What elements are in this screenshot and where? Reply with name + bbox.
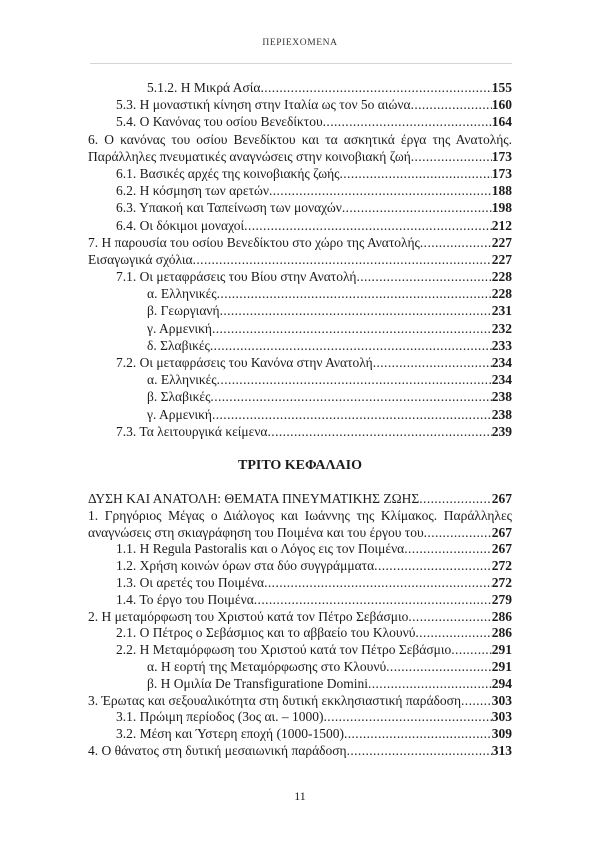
toc-entry bbox=[88, 609, 512, 626]
toc-entry-page: 227 bbox=[491, 251, 512, 267]
toc-entry-page: 238 bbox=[491, 406, 512, 422]
toc-entry bbox=[88, 199, 512, 216]
toc-entry-title-line: Παράλληλες πνευματικές αναγνώσεις στην κοινοβιακή ζωή bbox=[88, 148, 411, 164]
toc-entry-page: 188 bbox=[491, 183, 512, 199]
toc-entry-page: 164 bbox=[491, 114, 512, 130]
toc-entry-title: 2.1. Ο Πέτρος ο Σεβάσμιος και το αββαείο του Κλουνύ bbox=[116, 625, 416, 641]
toc-entry bbox=[88, 165, 512, 182]
toc-entry-title: 7.1. Οι μεταφράσεις του Βίου στην Ανατολή bbox=[116, 269, 357, 285]
toc-entry-page: 291 bbox=[491, 658, 512, 674]
dot-leader bbox=[424, 525, 492, 542]
toc-entry bbox=[88, 113, 512, 130]
toc-entry-page: 227 bbox=[491, 234, 512, 250]
toc-entry-page: 286 bbox=[491, 625, 512, 641]
toc-entry-title: 7.3. Τα λειτουργικά κείμενα bbox=[116, 423, 268, 439]
toc-entry-last-line bbox=[88, 148, 512, 165]
toc-entry-title: 6.2. Η κόσμηση των αρετών bbox=[116, 183, 269, 199]
dot-leader bbox=[254, 592, 492, 609]
toc-entry bbox=[88, 659, 512, 676]
toc-entry bbox=[88, 491, 512, 508]
toc-entry-title: 2.2. Η Μεταμόρφωση του Χριστού κατά τον Πέτρο Σεβάσμιο bbox=[116, 642, 452, 658]
dot-leader bbox=[356, 268, 491, 285]
dot-leader bbox=[415, 625, 491, 642]
toc-entry-title-line: αναγνώσεις στη σκιαγράφηση του Ποιμένα και του έργου του bbox=[88, 524, 424, 540]
toc-entry-title: 7.2. Οι μεταφράσεις του Κανόνα στην Ανατολή bbox=[116, 355, 373, 370]
toc-entry-title: β. Η Ομιλία De Transfiguratione Domini bbox=[147, 675, 368, 691]
toc-entry-page: 267 bbox=[491, 491, 512, 506]
chapter-heading: ΤΡΙΤΟ ΚΕΦΑΛΑΙΟ bbox=[237, 458, 363, 473]
toc-entry-title: 1.2. Χρήση κοινών όρων στα δύο συγγράμματα bbox=[116, 558, 375, 574]
toc-entry bbox=[88, 406, 512, 423]
dot-leader bbox=[269, 182, 492, 199]
toc-entry-title: α. Η εορτή της Μεταμόρφωσης στο Κλουνύ bbox=[147, 658, 387, 674]
toc-entry bbox=[88, 371, 512, 388]
toc-entry-page: 233 bbox=[491, 337, 512, 353]
toc-entry-title: 3. Έρωτας και σεξουαλικότητα στη δυτική εκκλησιαστική παράδοση bbox=[88, 692, 462, 708]
toc-entry bbox=[88, 693, 512, 710]
toc-entry-page: 267 bbox=[491, 524, 512, 540]
toc-entry-page: 160 bbox=[491, 97, 512, 113]
dot-leader bbox=[373, 354, 492, 371]
toc-entry-title: 3.1. Πρώιμη περίοδος (3ος αι. – 1000) bbox=[116, 709, 324, 725]
dot-leader bbox=[344, 726, 492, 743]
toc-entry-title: 1.1. Η Regula Pastoralis και ο Λόγος εις τον Ποιμένα bbox=[116, 541, 405, 557]
toc-entry bbox=[88, 423, 512, 440]
dot-leader bbox=[420, 234, 492, 251]
toc-entry-title: 6.1. Βασικές αρχές της κοινοβιακής ζωής bbox=[116, 165, 340, 181]
dot-leader bbox=[374, 558, 492, 575]
toc-section-chapter-three bbox=[88, 491, 512, 760]
toc-entry-page: 232 bbox=[491, 320, 512, 336]
toc-entry-page: 231 bbox=[491, 303, 512, 319]
toc-entry-title: α. Ελληνικές bbox=[147, 286, 217, 302]
toc-entry bbox=[88, 96, 512, 113]
dot-leader bbox=[347, 743, 492, 760]
toc-entry-page: 279 bbox=[491, 591, 512, 607]
toc-entry-title: 1.3. Οι αρετές του Ποιμένα bbox=[116, 574, 265, 590]
dot-leader bbox=[386, 659, 492, 676]
dot-leader bbox=[419, 491, 491, 508]
dot-leader bbox=[212, 406, 492, 423]
toc-entry bbox=[88, 558, 512, 575]
toc-entry-page: 309 bbox=[491, 726, 512, 742]
toc-entry-page: 155 bbox=[491, 80, 512, 95]
toc-entry-last-line bbox=[88, 525, 512, 542]
toc-entry bbox=[88, 575, 512, 592]
toc-entry bbox=[88, 182, 512, 199]
toc-entry-title: 5.3. Η μοναστική κίνηση στην Ιταλία ως τον 5ο αιώνα bbox=[116, 97, 411, 113]
toc-entry-multiline bbox=[88, 131, 512, 165]
toc-entry-title: β. Γεωργιανή bbox=[147, 303, 220, 319]
toc-entry bbox=[88, 217, 512, 234]
toc-entry-title-line: 6. Ο κανόνας του οσίου Βενεδίκτου και τα ασκητικά έργα της Ανατολής. bbox=[88, 131, 512, 147]
toc-entry bbox=[88, 302, 512, 319]
toc-entry bbox=[88, 79, 512, 96]
toc-entry bbox=[88, 676, 512, 693]
header-rule bbox=[90, 63, 512, 64]
toc-entry bbox=[88, 642, 512, 659]
toc-entry-page: 238 bbox=[491, 389, 512, 405]
dot-leader bbox=[324, 709, 492, 726]
dot-leader bbox=[193, 251, 492, 268]
dot-leader bbox=[411, 96, 492, 113]
page-number: 11 bbox=[294, 789, 306, 803]
toc-entry-page: 173 bbox=[491, 148, 512, 164]
toc-entry-page: 286 bbox=[491, 608, 512, 624]
toc-entry-title: δ. Σλαβικές bbox=[147, 337, 210, 353]
toc-section-continued bbox=[88, 79, 512, 440]
toc-entry-title: γ. Αρμενική bbox=[147, 406, 212, 422]
toc-entry bbox=[88, 354, 512, 371]
dot-leader bbox=[212, 320, 492, 337]
dot-leader bbox=[368, 676, 492, 693]
toc-entry-page: 228 bbox=[491, 269, 512, 285]
dot-leader bbox=[451, 642, 491, 659]
toc-entry-title: 1.4. Το έργο του Ποιμένα bbox=[116, 591, 254, 607]
toc-entry-page: 173 bbox=[491, 165, 512, 181]
dot-leader bbox=[217, 371, 492, 388]
toc-entry bbox=[88, 337, 512, 354]
dot-leader bbox=[461, 693, 492, 710]
toc-entry-page: 272 bbox=[491, 574, 512, 590]
toc-entry bbox=[88, 388, 512, 405]
toc-entry-page: 228 bbox=[491, 286, 512, 302]
toc-entry bbox=[88, 251, 512, 268]
toc-entry bbox=[88, 625, 512, 642]
toc-entry-page: 303 bbox=[491, 692, 512, 708]
toc-entry-title: γ. Αρμενική bbox=[147, 320, 212, 336]
toc-entry-title: 5.1.2. Η Μικρά Ασία bbox=[147, 80, 261, 95]
toc-entry-title: 5.4. Ο Κανόνας του οσίου Βενεδίκτου bbox=[116, 114, 323, 130]
toc-entry-title: 7. Η παρουσία του οσίου Βενεδίκτου στο χώρο της Ανατολής bbox=[88, 234, 420, 250]
dot-leader bbox=[323, 113, 492, 130]
dot-leader bbox=[217, 285, 492, 302]
toc-entry bbox=[88, 320, 512, 337]
running-title: ΠΕΡΙΕΧΟΜΕΝΑ bbox=[262, 38, 338, 48]
toc-entry-title: β. Σλαβικές bbox=[147, 389, 211, 405]
toc-entry-multiline bbox=[88, 508, 512, 542]
toc-entry-page: 198 bbox=[491, 200, 512, 216]
dot-leader bbox=[408, 609, 491, 626]
dot-leader bbox=[268, 423, 492, 440]
dot-leader bbox=[404, 541, 492, 558]
toc-entry bbox=[88, 541, 512, 558]
toc-entry bbox=[88, 234, 512, 251]
dot-leader bbox=[342, 199, 492, 216]
toc-entry-title-line: 1. Γρηγόριος Μέγας ο Διάλογος και Ιωάννης της Κλίμακος. Παράλληλες bbox=[88, 507, 512, 523]
toc-entry-title: 2. Η μεταμόρφωση του Χριστού κατά τον Πέτρο Σεβάσμιο bbox=[88, 608, 409, 624]
dot-leader bbox=[260, 79, 491, 96]
toc-entry-title: 6.3. Υπακοή και Ταπείνωση των μοναχών bbox=[116, 200, 342, 216]
toc-entry-page: 291 bbox=[491, 642, 512, 658]
toc-entry-page: 234 bbox=[491, 372, 512, 388]
toc-entry-page: 239 bbox=[491, 423, 512, 439]
toc-entry-title: ΔΥΣΗ ΚΑΙ ΑΝΑΤΟΛΗ: ΘΕΜΑΤΑ ΠΝΕΥΜΑΤΙΚΗΣ ΖΩΗΣ bbox=[88, 491, 420, 506]
toc-entry-page: 272 bbox=[491, 558, 512, 574]
toc-entry-page: 234 bbox=[491, 355, 512, 370]
toc-entry bbox=[88, 726, 512, 743]
toc-entry-title: Εισαγωγικά σχόλια bbox=[88, 251, 193, 267]
toc-entry-page: 212 bbox=[491, 217, 512, 233]
dot-leader bbox=[210, 337, 492, 354]
toc-entry-title: 4. Ο θάνατος στη δυτική μεσαιωνική παράδοση bbox=[88, 742, 347, 758]
toc-entry bbox=[88, 285, 512, 302]
dot-leader bbox=[411, 148, 492, 165]
dot-leader bbox=[264, 575, 492, 592]
dot-leader bbox=[244, 217, 492, 234]
toc-entry bbox=[88, 592, 512, 609]
toc-entry bbox=[88, 268, 512, 285]
toc-entry bbox=[88, 709, 512, 726]
dot-leader bbox=[210, 388, 491, 405]
toc-entry-title: α. Ελληνικές bbox=[147, 372, 217, 388]
toc-entry-title: 6.4. Οι δόκιμοι μοναχοί bbox=[116, 217, 245, 233]
dot-leader bbox=[340, 165, 492, 182]
toc-entry-title: 3.2. Μέση και Ύστερη εποχή (1000-1500) bbox=[116, 726, 344, 742]
toc-entry-page: 303 bbox=[491, 709, 512, 725]
toc-entry bbox=[88, 743, 512, 760]
toc-entry-page: 294 bbox=[491, 675, 512, 691]
toc-entry-page: 267 bbox=[491, 541, 512, 557]
toc-entry-page: 313 bbox=[491, 742, 512, 758]
dot-leader bbox=[220, 302, 492, 319]
